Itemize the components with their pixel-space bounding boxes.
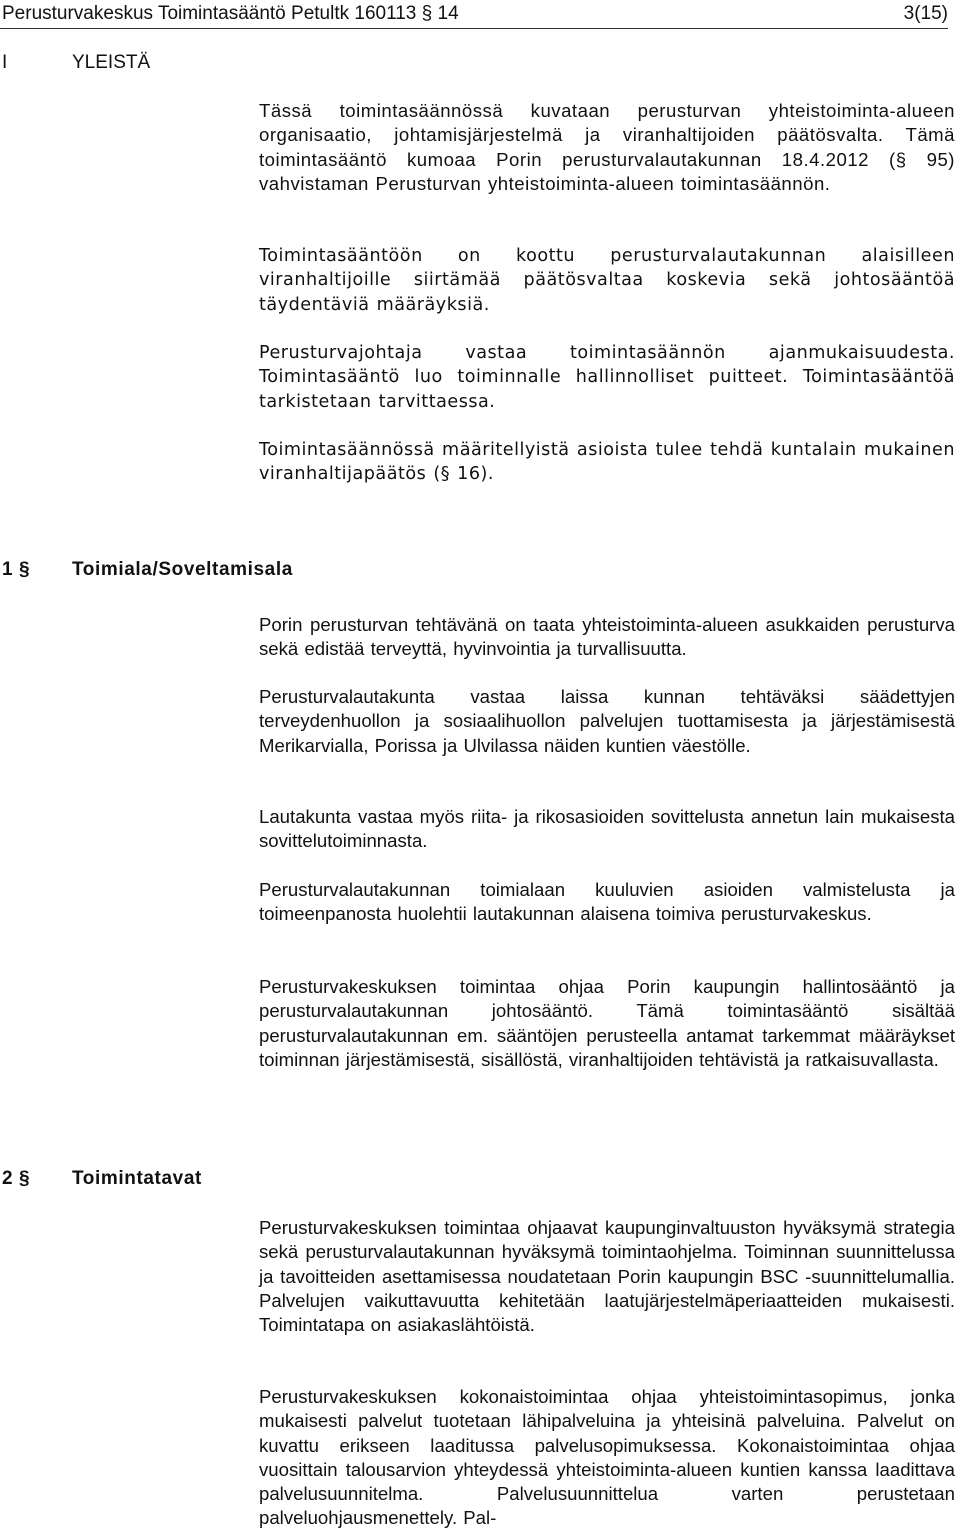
paragraph: Toimintasääntöön on koottu perusturvalautakunnan alaisilleen viranhaltijoille siirtämää päätösvaltaa koskevia sekä johtosääntöä täydentäviä määräyksiä. [259,246,955,315]
section-title: YLEISTÄ [72,52,151,73]
paragraph: Perusturvalautakunta vastaa laissa kunnan tehtäväksi säädettyjen terveydenhuollon ja sosiaalihuollon palvelujen tuottamisesta ja järjestämisestä Merikarvialla, Porissa ja Ulvilassa näiden kuntien väestölle. [259,686,955,756]
section-number: I [2,52,8,73]
section-number: 2 § [2,1168,31,1189]
page-header [0,2,948,29]
paragraph: Perusturvakeskuksen toimintaa ohjaavat kaupunginvaltuuston hyväksymä strategia sekä perusturvalautakunnan hyväksymä toimintaohjelma. Toiminnan suunnittelussa ja tavoitteiden asettamisessa noudatetaan Porin kaupungin BSC -suunnittelumallia. Palvelujen vaikuttavuutta kehitetään laatujärjestelmäperiaatteiden mukaisesti. Toimintatapa on asiakaslähtöistä. [259,1217,955,1336]
section-number: 1 § [2,559,31,580]
section-title: Toimiala/Soveltamisala [72,559,293,580]
section-title: Toimintatavat [72,1168,202,1189]
paragraph: Lautakunta vastaa myös riita- ja rikosasioiden sovittelusta annetun lain mukaisesta sovittelutoiminnasta. [259,806,955,852]
paragraph: Perusturvakeskuksen toimintaa ohjaa Porin kaupungin hallintosääntö ja perusturvalautakunnan johtosääntö. Tämä toimintasääntö sisältää perusturvalautakunnan em. sääntöjen perusteella antamat tarkemmat määräykset toiminnan järjestämisestä, sisällöstä, viranhaltijoiden tehtävistä ja ratkaisuvallasta. [259,976,955,1070]
paragraph: Toimintasäännössä määritellyistä asioista tulee tehdä kuntalain mukainen viranhaltijapäätös (§ 16). [259,440,955,485]
paragraph: Perusturvajohtaja vastaa toimintasäännön ajanmukaisuudesta. Toimintasääntö luo toiminnalle hallinnolliset puitteet. Toimintasääntöä tarkistetaan tarvittaessa. [259,343,955,412]
paragraph: Tässä toimintasäännössä kuvataan perusturvan yhteistoiminta-alueen organisaatio, johtamisjärjestelmä ja viranhaltijoiden päätösvalta. Tämä toimintasääntö kumoaa Porin perusturvalautakunnan 18.4.2012 (§ 95) vahvistaman Perusturvan yhteistoiminta-alueen toimintasäännön. [259,100,955,194]
paragraph: Perusturvalautakunnan toimialaan kuuluvien asioiden valmistelusta ja toimeenpanosta huolehtii lautakunnan alaisena toimiva perusturvakeskus. [259,879,955,925]
header-title: Perusturvakeskus Toimintasääntö Petultk 160113 § 14 [2,3,459,24]
paragraph: Perusturvakeskuksen kokonaistoimintaa ohjaa yhteistoimintasopimus, jonka mukaisesti palvelut tuotetaan lähipalveluina ja yhteisinä palveluina. Palvelut on kuvattu erikseen laaditussa palvelusopimuksessa. Kokonaistoimintaa ohjaa vuosittain talousarvion yhteydessä yhteistoiminta-alueen kuntien kanssa laadittava palvelusuunnitelma. Palvelusuunnittelua varten perustetaan palveluohjausmenettely. Pal- [259,1386,955,1529]
page-number: 3(15) [903,3,948,24]
paragraph: Porin perusturvan tehtävänä on taata yhteistoiminta-alueen asukkaiden perusturva sekä edistää terveyttä, hyvinvointia ja turvallisuutta. [259,614,955,660]
